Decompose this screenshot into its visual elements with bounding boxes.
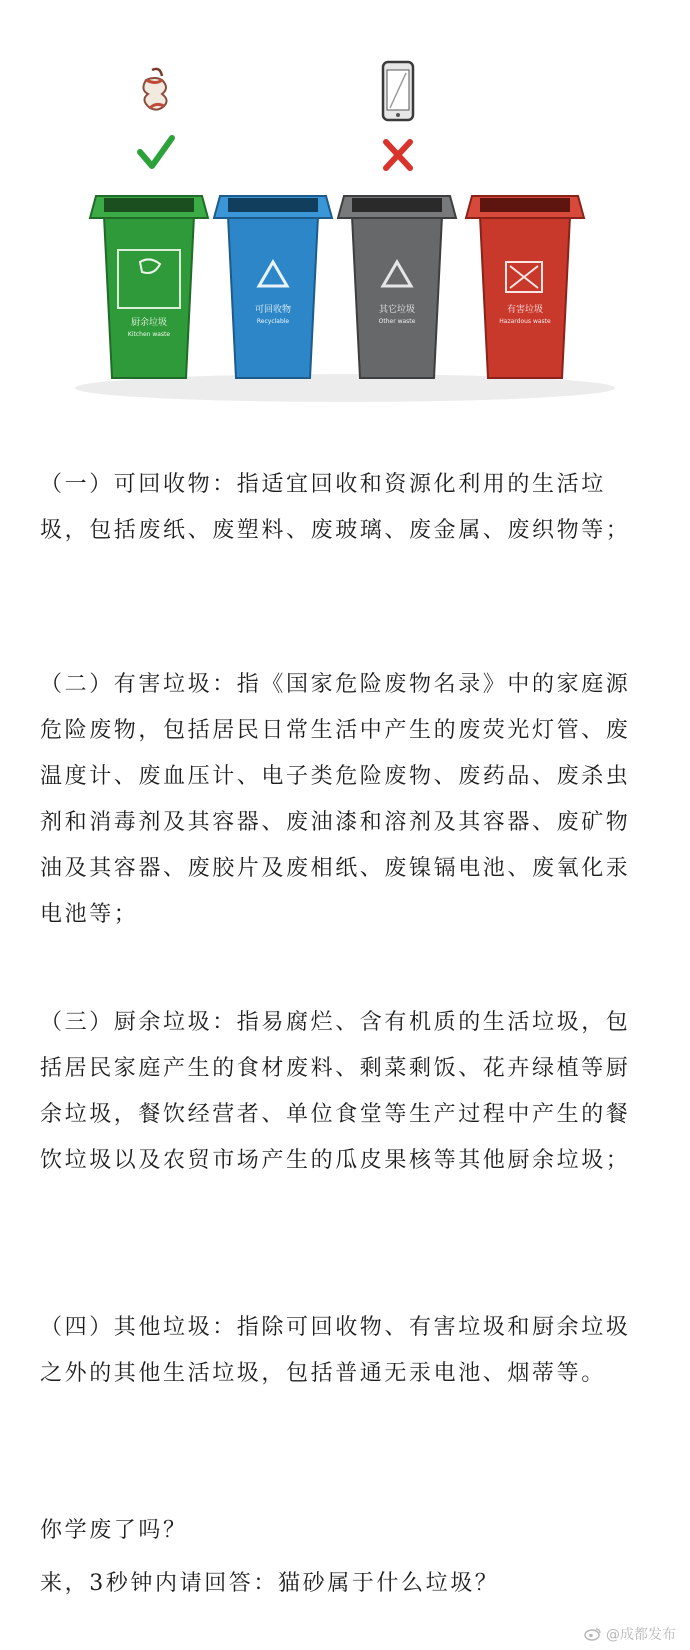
paragraph-other: （四）其他垃圾：指除可回收物、有害垃圾和厨余垃圾之外的其他生活垃圾，包括普通无汞电池、烟蒂等。 [40,1315,631,1386]
hazardous-waste-bin [466,196,584,378]
check-mark-icon [140,138,172,166]
svg-text:Recyclable: Recyclable [256,318,290,325]
kitchen-waste-bin [90,196,208,378]
question-learned: 你学废了吗？ [40,1518,188,1543]
svg-text:厨余垃圾: 厨余垃圾 [130,318,168,328]
weibo-watermark [584,1624,676,1644]
svg-text:其它垃圾: 其它垃圾 [378,305,416,315]
svg-text:Kitchen waste: Kitchen waste [127,331,171,338]
cross-mark-icon [386,142,410,168]
apple-core-icon [143,69,166,110]
trash-bins-illustration [0,0,690,420]
watermark-text: @成都发布 [606,1627,676,1643]
paragraph-hazardous: （二）有害垃圾：指《国家危险废物名录》中的家庭源危险废物，包括居民日常生活中产生的废荧光灯管、废温度计、废血压计、电子类危险废物、废药品、废杀虫剂和消毒剂及其容器、废油漆和溶剂及其容器、废矿物油及其容器、废胶片及废相纸、废镍镉电池、废氧化汞电池等； [40,672,631,927]
weibo-icon [584,1627,602,1641]
svg-text:Hazardous waste: Hazardous waste [499,318,551,325]
other-waste-bin [338,196,456,378]
svg-text:Other waste: Other waste [378,318,416,325]
svg-text:有害垃圾: 有害垃圾 [506,305,544,315]
question-cat-litter: 来，3秒钟内请回答：猫砂属于什么垃圾？ [40,1571,500,1596]
paragraph-kitchen: （三）厨余垃圾：指易腐烂、含有机质的生活垃圾，包括居民家庭产生的食材废料、剩菜剩饭、花卉绿植等厨余垃圾，餐饮经营者、单位食堂等生产过程中产生的餐饮垃圾以及农贸市场产生的瓜皮果核等其他厨余垃圾； [40,1010,631,1173]
svg-text:可回收物: 可回收物 [254,305,292,315]
recyclable-bin [214,196,332,378]
phone-icon [383,62,413,120]
paragraph-recyclable: （一）可回收物：指适宜回收和资源化利用的生活垃圾，包括废纸、废塑料、废玻璃、废金属、废织物等； [40,472,631,543]
